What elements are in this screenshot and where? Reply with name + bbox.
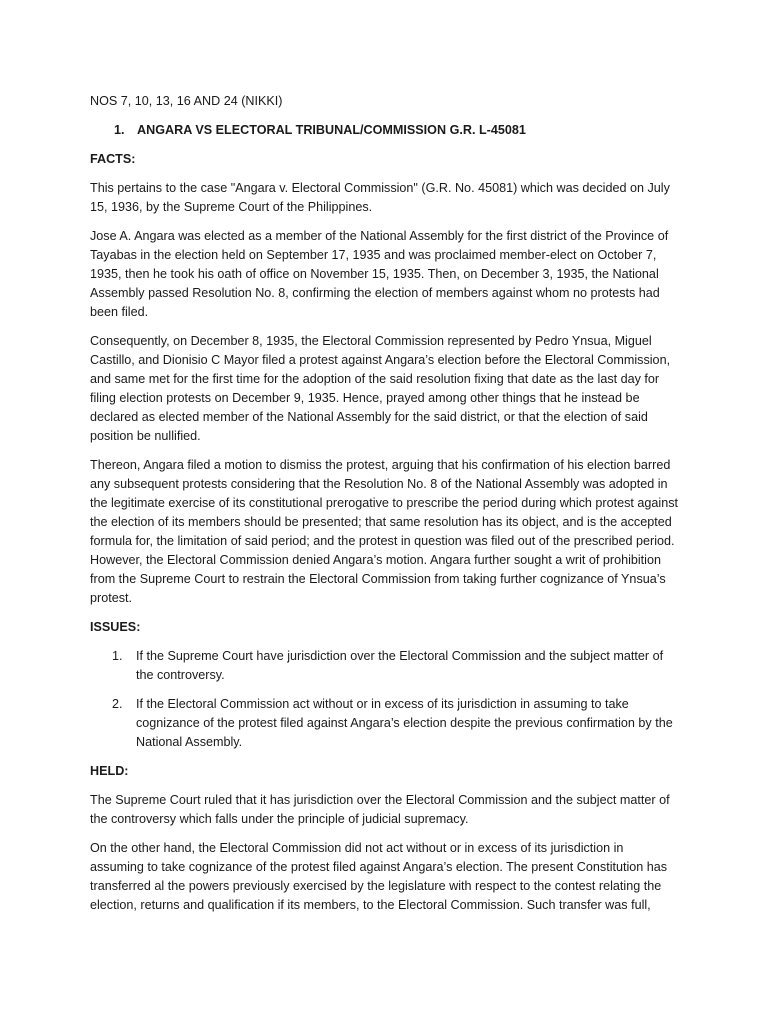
facts-paragraph-3: Consequently, on December 8, 1935, the Electoral Commission represented by Pedro Ynsua, Miguel Castillo, and Dionisio C Mayor filed a protest against Angara’s election before the Electoral Commission, and same met for the first time for the adoption of the said resolution fixing that date as the last day for filing election protests on December 9, 1935. Hence, prayed among other things that he instead be declared as elected member of the National Assembly for the said district, or that the election of said position be nullified. xyxy=(90,334,671,443)
issues-label: ISSUES: xyxy=(90,620,141,634)
document-header-line: NOS 7, 10, 13, 16 AND 24 (NIKKI) xyxy=(90,94,283,108)
held-label: HELD: xyxy=(90,764,129,778)
facts-paragraph-1: This pertains to the case "Angara v. Electoral Commission" (G.R. No. 45081) which was decided on July 15, 1936, by the Supreme Court of the Philippines. xyxy=(90,181,670,214)
facts-label: FACTS: xyxy=(90,152,136,166)
case-heading-title: ANGARA VS ELECTORAL TRIBUNAL/COMMISSION G.R. L-45081 xyxy=(137,123,526,137)
facts-paragraph-4: Thereon, Angara filed a motion to dismiss the protest, arguing that his confirmation of his election barred any subsequent protests considering that the Resolution No. 8 of the National Assembly was adopted in the legitimate exercise of its constitutional prerogative to prescribe the period during which protest against the election of its members should be presented; that same resolution has its object, and is the accepted formula for, the limitation of said period; and the protest in question was filed out of the prescribed period. However, the Electoral Commission denied Angara’s motion. Angara further sought a writ of prohibition from the Supreme Court to restrain the Electoral Commission from taking further cognizance of Ynsua’s protest. xyxy=(90,458,679,605)
issue-item xyxy=(90,695,680,752)
issue-number: 1. xyxy=(112,649,123,663)
held-paragraph-2: On the other hand, the Electoral Commission did not act without or in excess of its jurisdiction in assuming to take cognizance of the protest filed against Angara’s election. The present Constitution has transferred al the powers previously exercised by the legislature with respect to the contest relating the election, returns and qualification if its members, to the Electoral Commission. Such transfer was full, xyxy=(90,841,668,912)
case-heading-number: 1. xyxy=(114,123,125,137)
issue-text: If the Supreme Court have jurisdiction over the Electoral Commission and the subject matter of the controversy. xyxy=(136,649,664,682)
issue-text: If the Electoral Commission act without or in excess of its jurisdiction in assuming to take cognizance of the protest filed against Angara’s election despite the previous confirmation by the National Assembly. xyxy=(136,697,673,749)
issue-number: 2. xyxy=(112,697,123,711)
document-page xyxy=(90,92,680,925)
facts-paragraph-2: Jose A. Angara was elected as a member of the National Assembly for the first district of the Province of Tayabas in the election held on September 17, 1935 and was proclaimed member-elect on October 7, 1935, then he took his oath of office on November 15, 1935. Then, on December 3, 1935, the National Assembly passed Resolution No. 8, confirming the election of members against whom no protests had been filed. xyxy=(90,229,669,319)
case-heading xyxy=(90,121,680,140)
issue-item xyxy=(90,647,680,685)
issues-list xyxy=(90,647,680,752)
held-paragraph-1: The Supreme Court ruled that it has jurisdiction over the Electoral Commission and the subject matter of the controversy which falls under the principle of judicial supremacy. xyxy=(90,793,670,826)
